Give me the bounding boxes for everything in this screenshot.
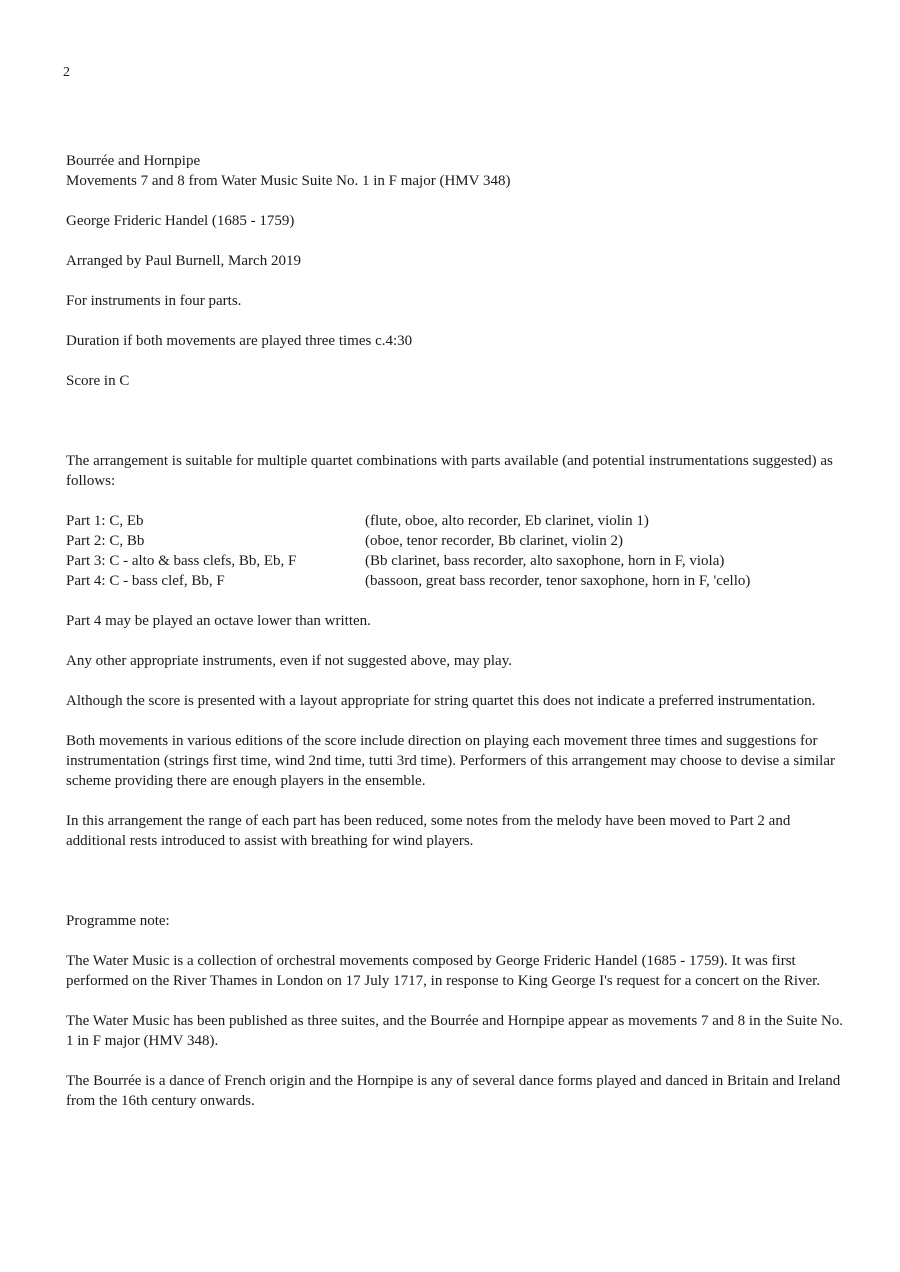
note-paragraph: In this arrangement the range of each part has been reduced, some notes from the melody have been moved to Part 2 and additional rests introduced to assist with breathing for wind players.	[66, 813, 791, 849]
part-instruments: (Bb clarinet, bass recorder, alto saxophone, horn in F, viola)	[365, 553, 725, 569]
parts-list	[66, 511, 846, 591]
part-row	[66, 571, 846, 591]
part-instruments: (bassoon, great bass recorder, tenor saxophone, horn in F, 'cello)	[365, 573, 751, 589]
part-label: Part 4: C - bass clef, Bb, F	[66, 573, 225, 589]
score-key: Score in C	[66, 373, 130, 389]
arranger: Arranged by Paul Burnell, March 2019	[66, 253, 301, 269]
part-instruments: (flute, oboe, alto recorder, Eb clarinet, violin 1)	[365, 513, 649, 529]
programme-paragraph: The Water Music is a collection of orchestral movements composed by George Frideric Handel (1685 - 1759). It was first performed on the River Thames in London on 17 July 1717, in response to King George I's request for a concert on the River.	[66, 953, 821, 989]
part-row	[66, 551, 846, 571]
note-paragraph: Although the score is presented with a layout appropriate for string quartet this does not indicate a preferred instrumentation.	[66, 693, 816, 709]
document-body	[66, 151, 846, 1111]
page-number: 2	[63, 65, 70, 80]
piece-subtitle: Movements 7 and 8 from Water Music Suite No. 1 in F major (HMV 348)	[66, 173, 511, 189]
programme-paragraph: The Water Music has been published as three suites, and the Bourrée and Hornpipe appear as movements 7 and 8 in the Suite No. 1 in F major (HMV 348).	[66, 1013, 844, 1049]
part-label: Part 3: C - alto & bass clefs, Bb, Eb, F	[66, 553, 297, 569]
part-instruments: (oboe, tenor recorder, Bb clarinet, violin 2)	[365, 533, 624, 549]
part-label: Part 1: C, Eb	[66, 513, 144, 529]
part-row	[66, 511, 846, 531]
part-label: Part 2: C, Bb	[66, 533, 145, 549]
instruments-line: For instruments in four parts.	[66, 293, 242, 309]
note-paragraph: Both movements in various editions of the score include direction on playing each movement three times and suggestions for instrumentation (strings first time, wind 2nd time, tutti 3rd time). Performers of this arrangement may choose to devise a similar scheme providing there are enough players in the ensemble.	[66, 733, 836, 789]
note-paragraph: Any other appropriate instruments, even if not suggested above, may play.	[66, 653, 512, 669]
duration: Duration if both movements are played three times c.4:30	[66, 333, 413, 349]
arrangement-intro: The arrangement is suitable for multiple quartet combinations with parts available (and potential instrumentations suggested) as follows:	[66, 453, 833, 489]
programme-heading: Programme note:	[66, 913, 170, 929]
note-paragraph: Part 4 may be played an octave lower than written.	[66, 613, 371, 629]
piece-title: Bourrée and Hornpipe	[66, 153, 201, 169]
part-row	[66, 531, 846, 551]
programme-paragraph: The Bourrée is a dance of French origin and the Hornpipe is any of several dance forms played and danced in Britain and Ireland from the 16th century onwards.	[66, 1073, 841, 1109]
composer: George Frideric Handel (1685 - 1759)	[66, 213, 295, 229]
